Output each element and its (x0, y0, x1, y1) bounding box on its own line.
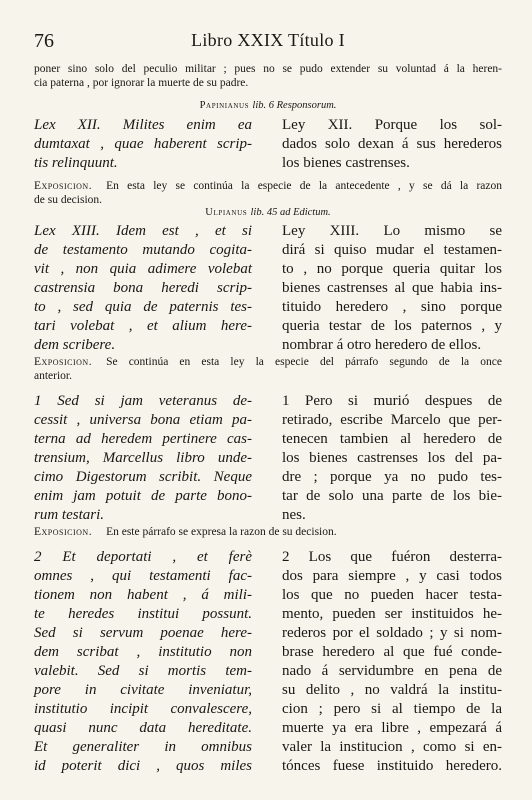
spanish-line: los bienes castrenses los del pa- (282, 450, 502, 466)
latin-line: terna ad heredem pertinere cas- (34, 431, 252, 447)
exposition (34, 526, 502, 540)
latin-line: dumtaxat , quae haberent scrip- (34, 136, 252, 152)
exposition-line: de su decision. (34, 193, 103, 206)
spanish-line: rederos por el soldado ; y si nom- (282, 625, 502, 641)
latin-line: tis relinquunt. (34, 155, 118, 171)
spanish-line: los que no pueden hacer testa- (282, 587, 502, 603)
latin-line: rum testari. (34, 507, 105, 523)
latin-line: valebit. Sed si mortis tem- (34, 663, 252, 679)
page-header (34, 30, 502, 54)
latin-column (34, 116, 252, 173)
text-line: cia paterna , por ignorar la muerte de su padre. (34, 77, 249, 89)
spanish-line: muerte ya era libre , empezará á (282, 720, 502, 736)
spanish-line: mento, pueden ser instituidos he- (282, 606, 502, 622)
latin-line: cimo Digestorum scribit. Neque (34, 469, 252, 485)
spanish-column (282, 392, 502, 525)
spanish-line: nombrar á otro heredero de ellos. (282, 337, 482, 353)
spanish-line: nes. (282, 507, 306, 523)
exposition-line: En este párrafo se expresa la razon de su decision. (106, 526, 337, 538)
latin-line: 2 Et deportati , et ferè (34, 549, 252, 565)
spanish-line: retirado, escribe Marcelo que per- (282, 412, 502, 428)
latin-line: trensium, Marcellus libro unde- (34, 450, 252, 466)
running-title: Libro XXIX Título I (191, 30, 345, 50)
latin-line: vit , non quia adimere volebat (34, 261, 252, 277)
spanish-line: valer la institucion , como si en- (282, 739, 502, 755)
spanish-line: tónces fuese instituido heredero. (282, 758, 502, 774)
latin-line: dem scribere. (34, 337, 116, 353)
latin-line: pore in civitate inveniatur, (34, 682, 252, 698)
spanish-line: 1 Pero si murió despues de (282, 393, 502, 409)
latin-line: de testamento mutando cogita- (34, 242, 252, 258)
spanish-line: to , no porque queria quitar los (282, 261, 502, 277)
source-citation (34, 207, 502, 218)
latin-line: dem scribat , institutio non (34, 644, 252, 660)
spanish-line: dos para siempre , y casi todos (282, 568, 502, 584)
latin-line: to , sed quia de paternis tes- (34, 299, 252, 315)
spanish-line: Ley XII. Porque los sol- (282, 117, 502, 133)
latin-line: Lex XIII. Idem est , et si (34, 223, 252, 239)
latin-line: 1 Sed si jam veteranus de- (34, 393, 252, 409)
latin-line: tionem non habent , á mili- (34, 587, 252, 603)
latin-line: Lex XII. Milites enim ea (34, 117, 252, 133)
exposition (34, 180, 502, 207)
latin-column (34, 548, 252, 776)
exposition (34, 356, 502, 383)
spanish-line: dirá si quiso mudar el testamen- (282, 242, 502, 258)
latin-line: tari volebat , et alium here- (34, 318, 252, 334)
spanish-line: 2 Los que fuéron desterra- (282, 549, 502, 565)
latin-line: enim jam potuit de parte bono- (34, 488, 252, 504)
spanish-line: nado á servidumbre en pena de (282, 663, 502, 679)
exposition-label: Exposicion. (34, 180, 93, 192)
latin-line: cessit , universa bona etiam pa- (34, 412, 252, 428)
spanish-line: tenecen tambien al heredero de (282, 431, 502, 447)
source-author: Ulpianus (205, 207, 248, 218)
latin-line: omnes , qui testamenti fac- (34, 568, 252, 584)
spanish-column (282, 548, 502, 776)
spanish-line: dados solo dexan á sus herederos (282, 136, 502, 152)
text-line: poner sino solo del peculio militar ; pues no se pudo extender su voluntad á la heren- (34, 63, 502, 75)
latin-column (34, 392, 252, 525)
latin-line: id poterit dici , quos miles (34, 758, 252, 774)
spanish-line: dre ; porque ya no pudo tes- (282, 469, 502, 485)
spanish-line: queria testar de los paternos , y (282, 318, 502, 334)
spanish-column (282, 116, 502, 173)
exposition-label: Exposicion. (34, 356, 93, 368)
spanish-line: bienes castrenses al que habia ins- (282, 280, 502, 296)
spanish-line: Ley XIII. Lo mismo se (282, 223, 502, 239)
latin-line: quasi nunc data hereditate. (34, 720, 252, 736)
latin-line: te heredes institui possunt. (34, 606, 252, 622)
page-number: 76 (34, 30, 54, 52)
exposition-line: Se continúa en esta ley la especie del párrafo segundo de la once (106, 356, 502, 368)
latin-line: institutio incipit convalescere, (34, 701, 252, 717)
book-page (34, 0, 502, 800)
source-work: lib. 45 ad Edictum. (250, 207, 331, 218)
source-citation (34, 100, 502, 111)
spanish-line: los bienes castrenses. (282, 155, 410, 171)
spanish-line: tituido heredero , sino porque (282, 299, 502, 315)
exposition-line: anterior. (34, 369, 72, 382)
latin-line: castrensia bona heredi scrip- (34, 280, 252, 296)
latin-line: Et generaliter in omnibus (34, 739, 252, 755)
exposition-line: En esta ley se continúa la especie de la antecedente , y se dá la razon (106, 180, 502, 192)
spanish-line: brase heredero al que fué conde- (282, 644, 502, 660)
spanish-line: tar de solo una parte de los bie- (282, 488, 502, 504)
spanish-column (282, 222, 502, 355)
source-work: lib. 6 Responsorum. (252, 100, 337, 111)
spanish-line: su delito , no valdrá la institu- (282, 682, 502, 698)
exposition-label: Exposicion. (34, 526, 93, 538)
source-author: Papinianus (199, 100, 250, 111)
continued-text (34, 62, 502, 90)
latin-column (34, 222, 252, 355)
latin-line: Sed si servum poenae here- (34, 625, 252, 641)
spanish-line: cion ; pero si al tiempo de la (282, 701, 502, 717)
